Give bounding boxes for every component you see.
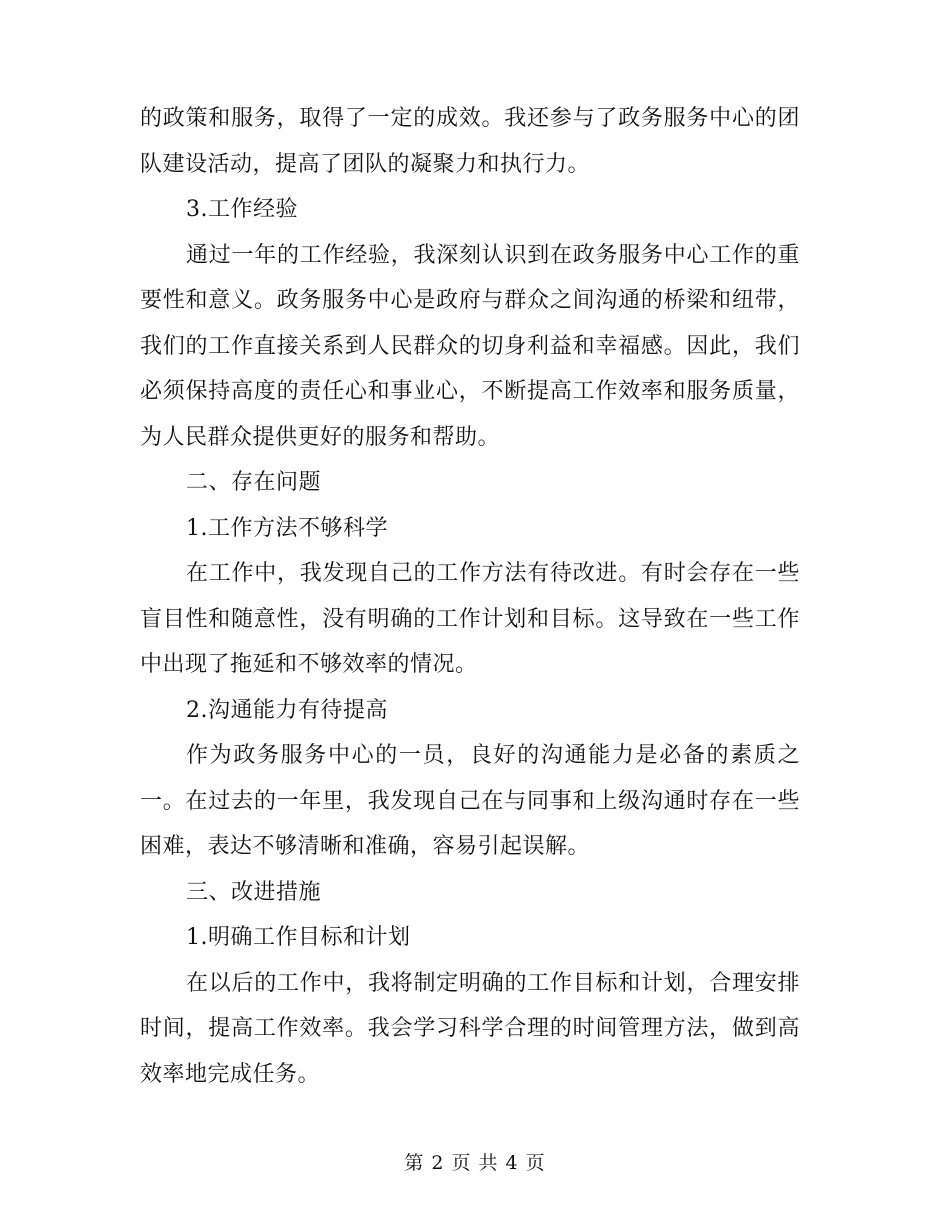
paragraph-communication: 作为政务服务中心的一员，良好的沟通能力是必备的素质之一。在过去的一年里，我发现自己在与同事和上级沟通时存在一些困难，表达不够清晰和准确，容易引起误解。 [140,743,800,859]
paragraph-1: 的政策和服务，取得了一定的成效。我还参与了政务服务中心的团队建设活动，提高了团队的凝聚力和执行力。 [140,106,800,177]
paragraph-work-experience: 通过一年的工作经验，我深刻认识到在政务服务中心工作的重要性和意义。政务服务中心是政府与群众之间沟通的桥梁和纽带，我们的工作直接关系到人民群众的切身利益和幸福感。因此，我们必须保持高度的责任心和事业心，不断提高工作效率和服务质量，为人民群众提供更好的服务和帮助。 [140,242,800,450]
page-number-footer: 第 2 页 共 4 页 [404,1152,546,1174]
subheading-work-method: 1.工作方法不够科学 [186,515,388,541]
paragraph-work-method: 在工作中，我发现自己的工作方法有待改进。有时会存在一些盲目性和随意性，没有明确的工作计划和目标。这导致在一些工作中出现了拖延和不够效率的情况。 [140,561,800,677]
paragraph-clear-goals: 在以后的工作中，我将制定明确的工作目标和计划，合理安排时间，提高工作效率。我会学习科学合理的时间管理方法，做到高效率地完成任务。 [140,970,800,1087]
subheading-clear-goals: 1.明确工作目标和计划 [186,925,411,950]
section-heading-improvements: 三、改进措施 [186,879,322,905]
subheading-communication: 2.沟通能力有待提高 [186,697,388,723]
document-body [140,96,800,1097]
section-heading-work-experience: 3.工作经验 [186,197,298,222]
section-heading-problems: 二、存在问题 [186,470,322,495]
